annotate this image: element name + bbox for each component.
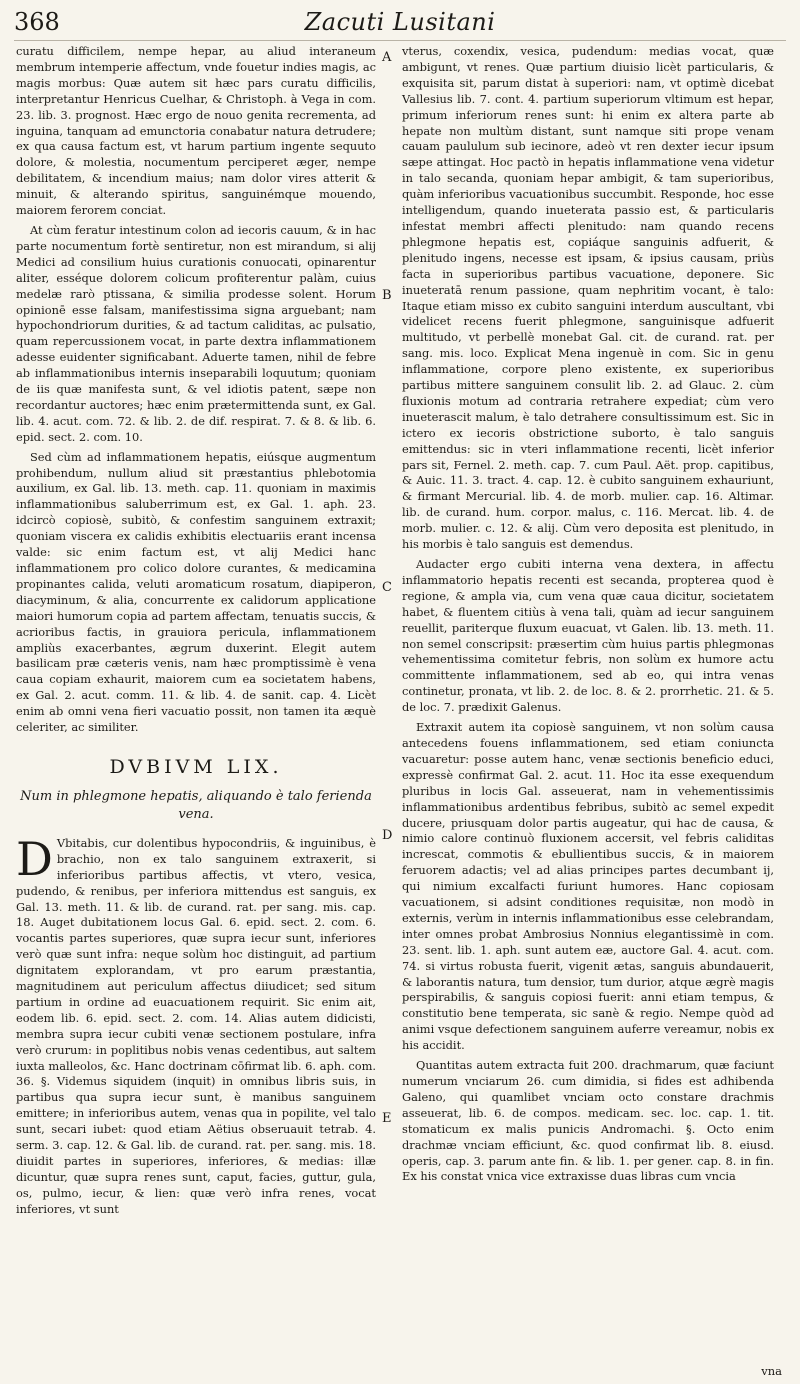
right-paragraph-3: Extraxit autem ita copiosè sanguinem, vt non solùm causa antecedens fouens inflammationem, sed etiam coniuncta vacuaretur: posse autem hanc, venæ sectionis beneficio educi, expressè confirmat Gal. 2. acut. 11. Hoc ita esse exequendum pluribus in locis Gal. asseuerat, nam in vehementissimis inflammationibus ardentibus febribus, subitò ac semel expedit ducere, priusquam dolor partis augeatur, qui hac de causa, & nimio calore continuò fluxionem accersit, vel febris caliditas increscat, commotis & ebullientibus succis, & in maiorem feruorem adactis; vel ad alias principes partes decumbant ij, qui nimium excalfacti furiunt humores. Hanc copiosam vacuationem, si adsint conditiones requisitæ, non modò in externis, verùm in internis inflammationibus esse celebrandam, inter omnes probat Ambrosius Nonnius elegantissimè in com. 23. sent. lib. 1. aph. sunt autem eæ, auctore Gal. 4. acut. com. 74. si virtus robusta fuerit, vigenit ætas, sanguis abundauerit, & laborantis natura, tum densior, tum durior, atque ægrè magis perspirabilis, & sanguis copiosi fuerit: anni etiam tempus, & constitutio bene temperata, sic sanè & regio. Nempe quòd ad animi vsque defectionem sanguinem auferre vereamur, nobis ex his accidit. <box>402 720 774 1053</box>
running-title: Zacuti Lusitani <box>304 8 496 36</box>
margin-letter-b: B <box>382 288 392 303</box>
right-column <box>402 44 774 1185</box>
header-rule <box>14 40 786 41</box>
right-paragraph-1: vterus, coxendix, vesica, pudendum: medias vocat, quæ ambigunt, vt renes. Quæ partium diuisio licèt particularis, & exquisita sit, parum distat à superiori: nam, vt optimè dicebat Vallesius lib. 7. cont. 4. partium superiorum vltimum est hepar, primum inferiorum renes sunt: hi enim ex altera parte ab hepate non multùm distant, sunt namque siti prope venam cauam paululum sub iecinore, adeò vt ren dexter iecur ipsum sæpe attingat. Hoc pactò in hepatis inflammatione vena videtur in talo secanda, quoniam hepar ambigit, & tam superioribus, quàm inferioribus vacuationibus succumbit. Responde, hoc esse intelligendum, quando inueterata passio est, & particularis infestat membri affecti plenitudo: nam quando recens phlegmone hepatis est, copiáque sanguinis adfuerit, & plenitudo ingens, necesse est ipsam, & ipsius causam, priùs facta in superioribus partibus vacuatione, deponere. Sic inueteratā renum passione, quam nephritim vocant, è talo: Itaque etiam misso ex cubito sanguini interdum auscultant, vbi videlicet recens fuerit phlegmone, sanguinisque adfuerit multitudo, vt perbellè monebat Gal. cit. de curand. rat. per sang. mis. loco. Explicat Mena ingenuè in com. Sic in genu inflammatione, corpore pleno existente, ex superioribus partibus mittere sanguinem consulit lib. 2. ad Glauc. 2. cùm fluxionis motum ad contraria retrahere expediat; cùm vero inueterascit malum, è talo detrahere consultissimum est. Sic in ictero ex iecoris obstrictione suborto, è talo sanguis emittendus: sic in vteri inflammatione recenti, licèt inferior pars sit, Fernel. 2. meth. cap. 7. cum Paul. Aët. prop. capitibus, & Auic. 11. 3. tract. 4. cap. 12. è cubito sanguinem exhauriunt, & firmant Mercurial. lib. 4. de morb. mulier. cap. 16. Altimar. lib. de curand. hum. corpor. malus, c. 116. Mercat. lib. 4. de morb. mulier. c. 12. & alij. Cùm vero deposita est plenitudo, in his morbis è talo sanguis est demendus. <box>402 44 774 552</box>
drop-cap: D <box>16 831 53 886</box>
margin-letter-c: C <box>382 580 392 595</box>
left-paragraph-3: Sed cùm ad inflammationem hepatis, eiúsque augmentum prohibendum, nullum aliud sit præstantius phlebotomia auxilium, ex Gal. lib. 13. meth. cap. 11. quoniam in maximis inflammationibus saluberrimum est, ex Gal. 1. aph. 23. idcircò copiosè, subitò, & confestim sanguinem extraxit; quoniam viscera ex calidis exhibitis electuariis erant incensa valde: sic enim factum est, vt alij Medici hanc inflammationem pro colico dolore curantes, & medicamina propinantes calida, veluti aromaticum rosatum, diapiperon, diacyminum, & alia, concurrente ex calidorum applicatione maiori humorum copia ad partem affectam, tenuatis succis, & acrioribus factis, in grauiora pericula, inflammationem ampliùs exacerbantes, ægrum duxerint. Elegit autem basilicam præ cæteris venis, nam hæc promptissimè è vena caua copiam exhaurit, maiorem cum ea societatem habens, ex Gal. 2. acut. comm. 11. & lib. 4. de sanit. cap. 4. Licèt enim ab omni vena fieri vacuatio possit, non tamen ita æquè celeriter, ac similiter. <box>16 449 376 735</box>
left-paragraph-1: curatu difficilem, nempe hepar, au aliud interaneum membrum intemperie affectum, vnde fouetur indies magis, ac magis morbus: Quæ autem sit hæc pars curatu difficilis, interpretantur Henricus Cuelhar, & Christoph. à Vega in com. 23. lib. 3. prognost. Hæc ergo de nouo genita recrementa, ad inguina, tanquam ad emunctoria conabatur natura detrudere; ex qua causa factum est, vt harum partium ingente sequuto dolore, & molestia, nocumentum perciperet æger, nempe debilitatem, & incendium maius; nam dolor vires atterit & minuit, & alterando spiritus, sanguinémque mouendo, maiorem ferorem conciat. <box>16 44 376 218</box>
left-paragraph-2: At cùm feratur intestinum colon ad iecoris cauum, & in hac parte nocumentum fortè sentiretur, non est mirandum, si alij Medici ad consilium huius curationis conuocati, opinarentur aliter, esséque dolorem colicum profiterentur palàm, cuius medelæ rarò ptissana, & similia prodesse solent. Horum opinionē esse falsam, manifestissima signa arguebant; nam hypochondriorum durities, & ad tactum caliditas, ac pulsatio, quam repercussionem vocat, in parte dextra inflammationem adesse euidenter significabant. Aduerte tamen, nihil de febre ab inflammationibus internis inseparabili loquutum; quoniam de iis quæ manifesta sunt, & vel idiotis patent, sæpe non recordantur auctores; hæc enim prætermittenda sunt, ex Gal. lib. 4. acut. com. 72. & lib. 2. de dif. respirat. 7. & 8. & lib. 6. epid. sect. 2. com. 10. <box>16 222 376 444</box>
margin-letter-e: E <box>382 1111 392 1126</box>
page-header <box>14 6 786 42</box>
left-paragraph-4-text: Vbitabis, cur dolentibus hypocondriis, & inguinibus, è brachio, non ex talo sanguinem extraxerit, si inferioribus partibus affectis, vt vtero, vesica, pudendo, & renibus, per inferiora mittendus est sanguis, ex Gal. 13. meth. 11. & lib. de curand. rat. per sang. mis. cap. 18. Auget dubitationem locus Gal. 6. epid. sect. 2. com. 6. vocantis partes superiores, quæ supra iecur sunt, inferiores verò quæ sunt infra: neque solùm hoc distinguit, ad partium dignitatem explorandam, vt pro earum præstantia, magnitudinem aut periculum affectus diiudicet; sed situm partium in ordine ad euacuationem requirit. Sic enim ait, eodem lib. 6. epid. sect. 2. com. 14. Alias autem didicisti, membra supra iecur cubiti venæ sectionem postulare, infra verò crurum: in poplitibus nobis venas cedentibus, aut saltem iuxta malleolos, &c. Hanc doctrinam cōfirmat lib. 6. aph. com. 36. §. Videmus siquidem (inquit) in omnibus libris suis, in partibus qua supra iecur sunt, è manibus sanguinem emittere; in inferioribus autem, venas qua in popilite, vel talo sunt, secari iubet: quod etiam Aëtius obseruauit tetrab. 4. serm. 3. cap. 12. & Gal. lib. de curand. rat. per. sang. mis. 18. diuidit partes in superiores, inferiores, & medias: illæ dicuntur, quæ supra renes sunt, caput, facies, guttur, gula, os, pulmo, iecur, & lien: quæ verò infra renes, vocat inferiores, vt sunt <box>16 835 376 1216</box>
page-number: 368 <box>14 8 60 36</box>
margin-letter-d: D <box>382 828 393 843</box>
margin-letter-a: A <box>382 50 392 65</box>
right-paragraph-4: Quantitas autem extracta fuit 200. drachmarum, quæ faciunt numerum vnciarum 26. cum dimidia, si fides est adhibenda Galeno, qui quamlibet vnciam octo constare drachmis asseuerat, lib. 6. de compos. medicam. sec. loc. cap. 1. tit. stomaticum ex malis punicis Andromachi. §. Octo enim drachmæ vnciam efficiunt, &c. quod confirmat lib. 8. eiusd. operis, cap. 3. parum ante fin. & lib. 1. per gener. cap. 8. in fin. Ex his constat vnica vice extraxisse duas libras cum vncia <box>402 1058 774 1184</box>
left-paragraph-4 <box>16 831 376 1218</box>
right-paragraph-2: Audacter ergo cubiti interna vena dextera, in affectu inflammatorio hepatis recenti est secanda, propterea quod è regione, & ampla via, cum vena quæ caua dicitur, societatem habet, & fluentem citiùs à vena tali, quàm ad iecur sanguinem reuellit, pariterque fluxum euacuat, vt Galen. lib. 13. meth. 11. non semel conscripsit: præsertim cùm huius partis phlegmonas vehementissima comitetur febris, non solùm ex humore actu committente inflammationem, sed ab eo, qui intra venas continetur, pronata, vt lib. 2. de loc. 8. & 2. prorrhetic. 21. & 5. de loc. 7. prædixit Galenus. <box>402 557 774 715</box>
dubium-question: Num in phlegmone hepatis, aliquando è talo ferienda vena. <box>20 788 372 822</box>
catchword: vna <box>761 1364 782 1378</box>
left-column <box>16 44 376 1218</box>
dubium-title: DVBIVM LIX. <box>109 755 283 778</box>
